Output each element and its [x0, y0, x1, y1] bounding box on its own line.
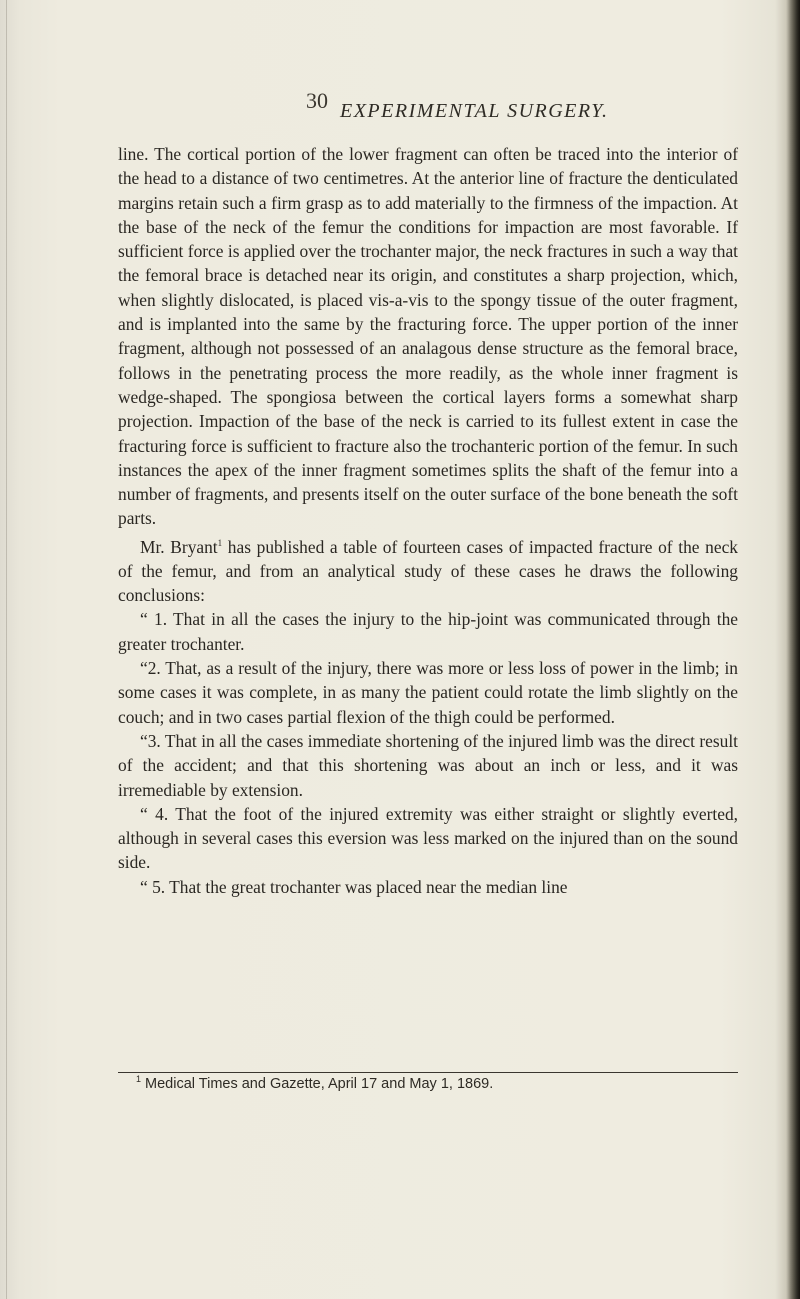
- conclusion-2: “2. That, as a result of the injury, there was more or less loss of power in the limb; in some cases it was complete, in as many the patient could rotate the limb slightly on the couch; and in two cases partial flexion of the thigh could be performed.: [118, 658, 738, 727]
- body-text: [118, 142, 738, 899]
- page-edge-shadow: [786, 0, 800, 1299]
- binding-gutter: [6, 0, 7, 1299]
- footnote-reference: 1: [217, 537, 223, 548]
- footnote: [136, 1074, 736, 1092]
- footnote-text: Medical Times and Gazette, April 17 and May 1, 1869.: [141, 1075, 494, 1092]
- footnote-mark: 1: [136, 1074, 142, 1084]
- paragraph-bryant-start: Mr. Bryant: [140, 536, 218, 557]
- conclusion-4: “ 4. That the foot of the injured extremity was either straight or slightly everted, although in several cases this eversion was less marked on the injured than on the sound side.: [118, 803, 738, 873]
- paragraph-bryant-end: has published a table of fourteen cases of impacted fracture of the neck of the femur, and from an analytical study of these cases he draws the following conclusions:: [118, 536, 738, 606]
- footnote-divider: [118, 1072, 738, 1073]
- paragraph-bryant: [118, 531, 738, 608]
- paragraph-impaction: line. The cortical portion of the lower fragment can often be traced into the interior of the head to a distance of two centimetres. At the anterior line of fracture the denticulated margins retain such a firm grasp as to add materially to the firmness of the impaction. At the base of the neck of the femur the conditions for impaction are most favorable. If sufficient force is applied over the trochanter major, the neck fractures in such a way that the femoral brace is detached near its origin, and constitutes a sharp projection, which, when slightly dislocated, is placed vis-a-vis to the spongy tissue of the outer fragment, and is implanted into the same by the fracturing force. The upper portion of the inner fragment, although not possessed of an analagous dense structure as the femoral brace, follows in the penetrating process the more readily, as the whole inner fragment is wedge-shaped. The spongiosa between the cortical layers forms a somewhat sharp projection. Impaction of the base of the neck is carried to its fullest extent in case the fracturing force is sufficient to fracture also the trochanteric portion of the femur. In such instances the apex of the inner fragment sometimes splits the shaft of the femur into a number of fragments, and presents itself on the outer surface of the bone beneath the soft parts.: [118, 144, 738, 529]
- conclusion-3: “3. That in all the cases immediate shortening of the injured limb was the direct result of the accident; and that this shortening was about an inch or less, and it was irremediable by extension.: [118, 730, 738, 800]
- conclusion-1: “ 1. That in all the cases the injury to the hip-joint was communicated through the greater trochanter.: [118, 609, 738, 654]
- running-head: EXPERIMENTAL SURGERY.: [340, 100, 609, 122]
- conclusion-5: “ 5. That the great trochanter was placed near the median line: [140, 876, 568, 897]
- page-number: 30: [306, 88, 328, 113]
